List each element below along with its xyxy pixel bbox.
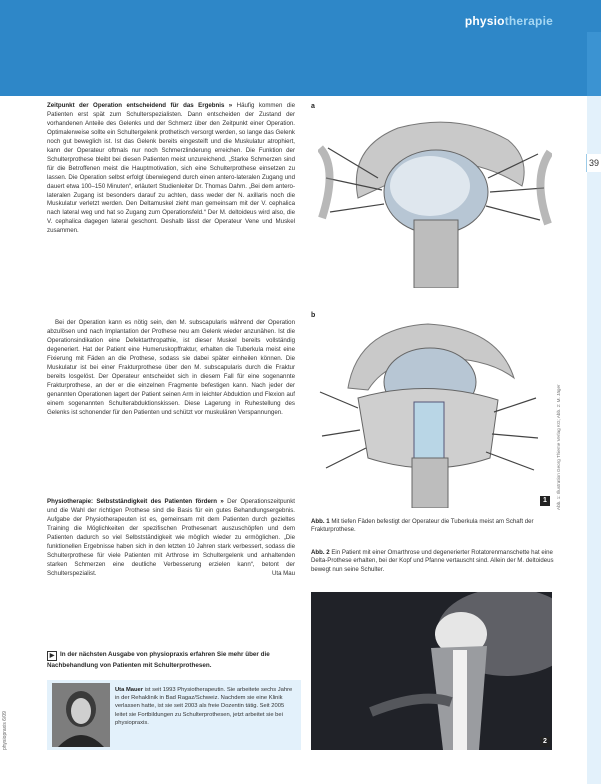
author-bio — [115, 686, 297, 727]
figure-badge-1: 1 — [540, 496, 550, 506]
author-name: Uta Mauer — [115, 687, 144, 693]
caption-2-text: Ein Patient mit einer Omarthrose und degenerierter Rotatorenmanschette hat eine Delta-Prothese erhalten, bei der Kopf und Pfanne vertauscht sind. Allein der M. deltoideus bewegt nun seine Schulter. — [311, 549, 554, 573]
article-paragraph-2: Bei der Operation kann es nötig sein, den M. subscapularis während der Operation abzulösen und nach Implantation der Prothese neu am Gelenk wieder anzunähen. Ist die Operationsindikation eine Defektarthropathie, ist dieser Muskel bereits vollständig degeneriert. Hat der Patient eine Humeruskopffraktur, erhalten die Tuberkula meist eine Fixierung mit Fäden an die Prothese, sodass sie dabei später einheilen können. Die Muskulatur ist bei einer Frakturprothese über den M. subscapularis durch die Fraktur bereits losgelöst. Der Operateur entscheidet sich in diesem Fall für eine sogenannte Frakturprothese, an der er die einzelnen Fragmente befestigen kann. Nach jeder der genannten Operationen lagert der Patient seinen Arm in leichter Abduktion und Flexion auf einem sogenannten Schulterabduktionskissen. Diese Lagerung in Ruhestellung des Gelenks ist schonender für den Patienten und schützt vor muskulären Verspannungen. — [47, 319, 295, 416]
caption-2-lead: Abb. 2 — [311, 549, 330, 556]
shoulder-illustration-b — [318, 318, 540, 508]
page-number: 39 — [586, 154, 601, 172]
article-paragraph-3 — [47, 498, 295, 579]
edge-sidebar — [587, 96, 601, 784]
caption-figure-2 — [311, 549, 557, 574]
image-credit: Abb. 1: Illustration Georg Thieme Verlag KG; Abb. 2: M. Jäger — [556, 384, 561, 510]
next-issue-teaser — [47, 650, 297, 670]
caption-figure-1 — [311, 518, 557, 535]
figure-label-a: a — [311, 103, 315, 110]
xray-image — [311, 592, 552, 750]
paragraph-1-text: Häufig kommen die Patienten erst spät zum Schulterspezialisten. Dann entscheiden der Zustand der vorhandenen Anteile des Gelenks und der Schmerz über den Zeitpunkt einer Operation. Optimalerweise sollte ein Schultergelenk prothetisch versorgt werden, so lange das Gelenk noch gut beweglich ist. Ist das Gelenk bereits eingesteift und die Muskulatur atrophiert, kann der Operateur oftmals nur noch Schmerzlinderung erreichen. Die Funktion der Schulterprothese bleibt bei diesen Patienten meist unzureichend. „Starke Schmerzen sind für die Betroffenen meist die Hauptmotivation, sich eine Schulterprothese einsetzen zu lassen. Die Operation selbst erfolgt überwiegend durch einen antero-lateralen Zugang und dauert etwa 100–150 Minuten“, erläutert Studienleiter Dr. Thomas Dahm. „Bei dem antero-lateralen Zugang ist besonders darauf zu achten, dass weder der N. axillaris noch die Muskulatur verletzt werden. Den Deltamuskel zieht man gemeinsam mit der V. cephalica nach lateral weg und hat so Zugang zum Operationsfeld.“ Der M. deltoideus wird also, die V. cephalica dagegen lateral geschont. Deshalb lässt der Operateur Vene und Muskel zusammen. — [47, 102, 295, 235]
section-heading-2: Physiotherapie: Selbstständigkeit des Patienten fördern » — [47, 498, 224, 505]
caption-1-text: Mit tiefen Fäden befestigt der Operateur die Tuberkula meist am Schaft der Frakturprothese. — [311, 518, 534, 534]
article-paragraph-1 — [47, 102, 295, 236]
edge-tab — [587, 32, 601, 96]
author-box — [47, 680, 301, 750]
paragraph-3-text: Der Operationszeitpunkt und die Wahl der richtigen Prothese sind die Basis für ein gutes Behandlungsergebnis. Aufgabe der Physiotherapeuten ist es, gemeinsam mit dem Patienten durch gezieltes Training die Möglichkeiten der spezifischen Prothesenart auszuschöpfen und dem Patienten dadurch so viel Selbstständigkeit wie möglich wieder zu ermöglichen. „Die funktionellen Ergebnisse haben sich in den letzten 10 Jahren stark verbessert, sodass die Schulterprothese für viele Patienten mit Arthrose im Schultergelenk und anhaltenden starken Schmerzen eine deutliche Verbesserung erzielen kann“, betont der Schulterspezialist. — [47, 498, 295, 577]
figure-badge-2: 2 — [540, 737, 550, 747]
teaser-text: In der nächsten Ausgabe von physiopraxis erfahren Sie mehr über die Nachbehandlung von Patienten mit Schulterprothesen. — [47, 651, 270, 669]
caption-1-lead: Abb. 1 — [311, 518, 330, 525]
issue-credit: physiopraxis 6/09 — [2, 711, 8, 750]
magazine-brand: physiotherapie — [464, 14, 553, 28]
figure-label-b: b — [311, 312, 316, 319]
author-photo — [52, 683, 110, 747]
section-heading-1: Zeitpunkt der Operation entscheidend für das Ergebnis » — [47, 102, 233, 109]
author-signature: Uta Mau — [271, 569, 295, 577]
shoulder-illustration-a — [318, 108, 552, 288]
arrow-right-icon: ▶ — [47, 651, 57, 661]
page-header — [0, 0, 601, 96]
author-bio-text: ist seit 1993 Physiotherapeutin. Sie arbeitete sechs Jahre in der Rehaklinik in Bad Ragaz/Schweiz. Nachdem sie eine Klinik verlassen hatte, ist sie seit 2003 als freie Dozentin tätig. Seit 2005 leitet sie Fortbildungen zu Schulterprothesen, jetzt arbeitet sie bei physiopraxis. — [115, 687, 293, 726]
